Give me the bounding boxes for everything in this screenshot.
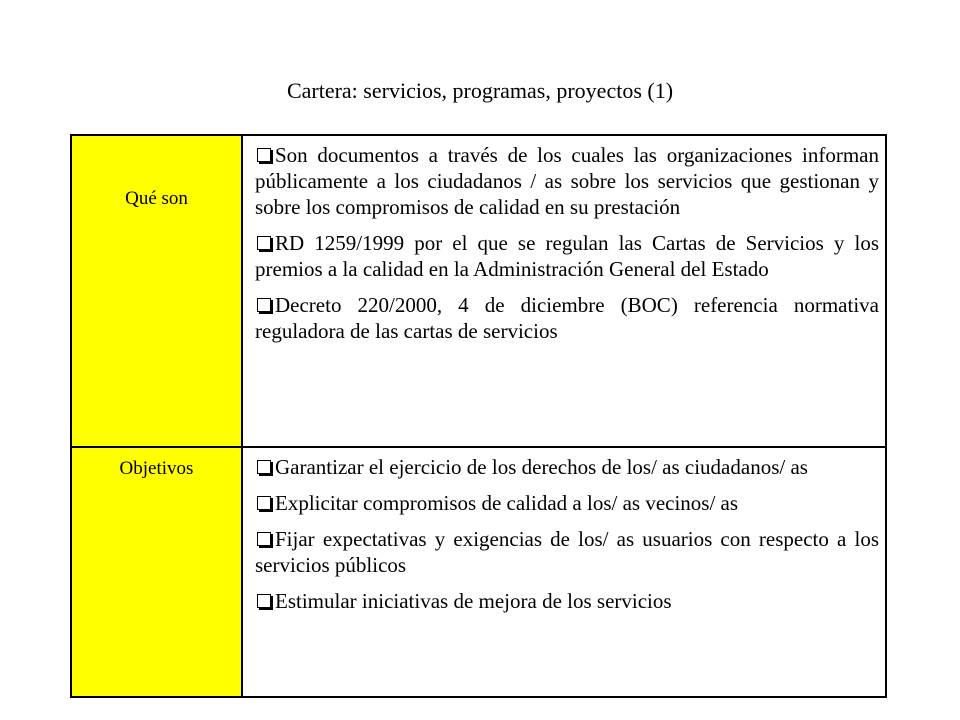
table-row-objetivos xyxy=(71,447,886,697)
list-item xyxy=(255,292,879,344)
row-content-objetivos xyxy=(242,447,886,697)
row-label-que-son: Qué son xyxy=(71,135,242,447)
checkbox-square-icon xyxy=(257,496,271,510)
list-item-text: Estimular iniciativas de mejora de los servicios xyxy=(275,589,672,613)
list-item-text: Decreto 220/2000, 4 de diciembre (BOC) referencia normativa reguladora de las cartas de servicios xyxy=(255,293,879,343)
row-label-objetivos: Objetivos xyxy=(71,447,242,697)
content-table xyxy=(70,134,887,698)
slide-title: Cartera: servicios, programas, proyectos (1) xyxy=(286,78,674,103)
list-item xyxy=(255,490,879,516)
list-item xyxy=(255,142,879,220)
list-item xyxy=(255,230,879,282)
list-item-text: RD 1259/1999 por el que se regulan las Cartas de Servicios y los premios a la calidad en la Administración General del Estado xyxy=(255,231,879,281)
list-item xyxy=(255,454,879,480)
row-content-que-son xyxy=(242,135,886,447)
table-row-que-son xyxy=(71,135,886,447)
checkbox-square-icon xyxy=(257,148,271,162)
checkbox-square-icon xyxy=(257,532,271,546)
checkbox-square-icon xyxy=(257,236,271,250)
list-item xyxy=(255,588,879,614)
list-item-text: Explicitar compromisos de calidad a los/ as vecinos/ as xyxy=(275,491,739,515)
checkbox-square-icon xyxy=(257,460,271,474)
checkbox-square-icon xyxy=(257,298,271,312)
list-item-text: Son documentos a través de los cuales las organizaciones informan públicamente a los ciudadanos / as sobre los servicios que gestionan y sobre los compromisos de calidad en su prestación xyxy=(255,143,879,219)
list-item-text: Garantizar el ejercicio de los derechos de los/ as ciudadanos/ as xyxy=(275,455,808,479)
list-item-text: Fijar expectativas y exigencias de los/ as usuarios con respecto a los servicios públicos xyxy=(255,527,879,577)
list-item xyxy=(255,526,879,578)
checkbox-square-icon xyxy=(257,594,271,608)
